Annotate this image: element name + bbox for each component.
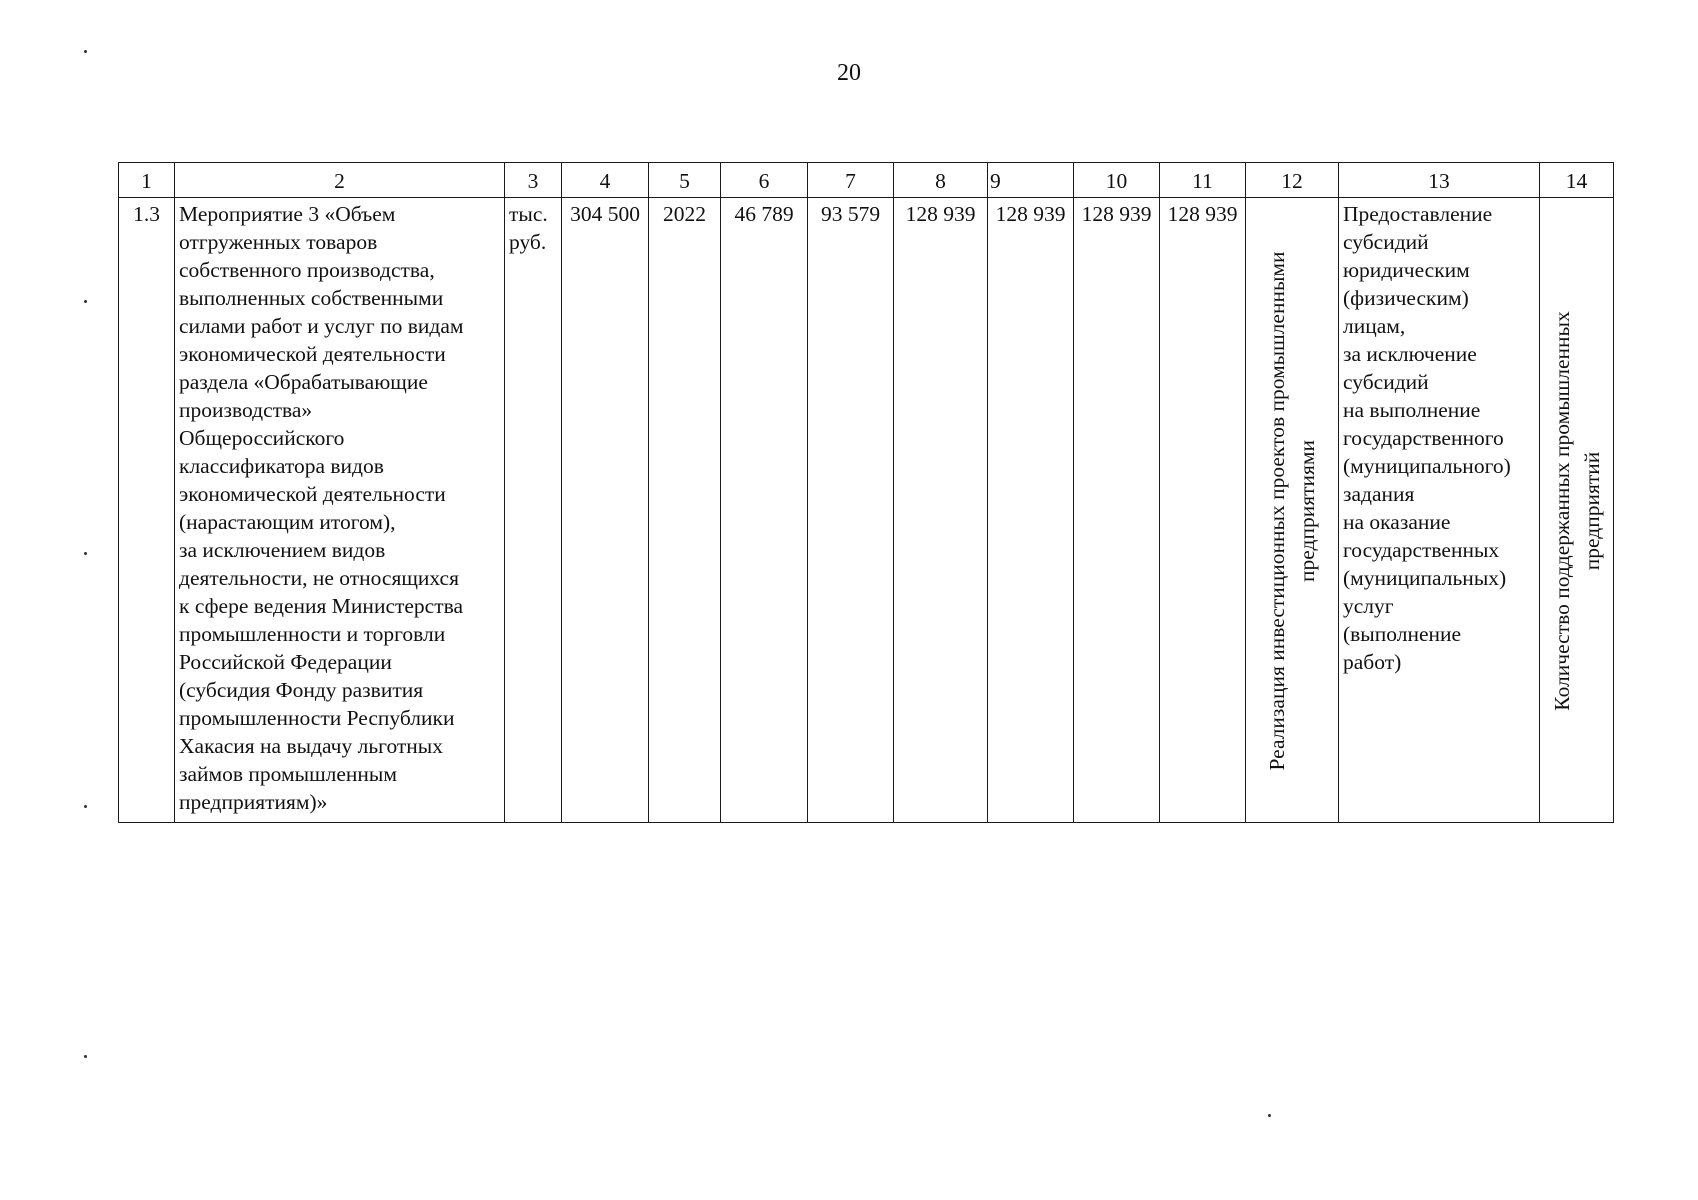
description-line: к сфере ведения Министерства bbox=[179, 594, 464, 618]
col-header-3: 3 bbox=[505, 163, 562, 198]
support-form-line: Предоставление bbox=[1343, 202, 1493, 226]
description-line: отгруженных товаров bbox=[179, 230, 378, 254]
indicator-cell bbox=[1540, 198, 1614, 823]
col-header-11: 11 bbox=[1160, 163, 1246, 198]
support-form-line: государственного bbox=[1343, 426, 1504, 450]
table-row bbox=[119, 198, 1614, 823]
value-col-10: 128 939 bbox=[1074, 198, 1160, 823]
description-line: Российской Федерации bbox=[179, 650, 392, 674]
support-form-line: субсидий bbox=[1343, 230, 1429, 254]
description-line: Общероссийского bbox=[179, 426, 345, 450]
description-line: производства» bbox=[179, 398, 313, 422]
scan-speck bbox=[84, 50, 87, 53]
indicator-line: предприятий bbox=[1579, 451, 1604, 571]
scan-speck bbox=[84, 552, 87, 555]
value-col-7: 93 579 bbox=[808, 198, 894, 823]
description-line: Мероприятие 3 «Объем bbox=[179, 202, 396, 226]
support-form-line: за исключение bbox=[1343, 342, 1477, 366]
value-col-11: 128 939 bbox=[1160, 198, 1246, 823]
col-header-4: 4 bbox=[562, 163, 649, 198]
support-form-cell bbox=[1339, 198, 1540, 823]
col-header-14: 14 bbox=[1540, 163, 1614, 198]
page-number: 20 bbox=[837, 60, 861, 86]
support-form-line: государственных bbox=[1343, 538, 1500, 562]
measures-table bbox=[118, 162, 1614, 823]
scan-speck bbox=[1268, 1114, 1271, 1117]
row-index: 1.3 bbox=[119, 198, 175, 823]
result-line: Реализация инвестиционных проектов промышленными bbox=[1265, 251, 1289, 771]
support-form-line: субсидий bbox=[1343, 370, 1429, 394]
support-form-line: (муниципального) bbox=[1343, 454, 1511, 478]
description-line: (субсидия Фонду развития bbox=[179, 678, 424, 702]
col-header-6: 6 bbox=[721, 163, 808, 198]
support-form-line: задания bbox=[1343, 482, 1415, 506]
measure-description bbox=[175, 198, 505, 823]
description-line: (нарастающим итогом), bbox=[179, 510, 396, 534]
description-line: Хакасия на выдачу льготных bbox=[179, 734, 444, 758]
col-header-10: 10 bbox=[1074, 163, 1160, 198]
support-form-line: работ) bbox=[1343, 650, 1402, 674]
description-line: экономической деятельности bbox=[179, 482, 446, 506]
support-form-line: (физическим) bbox=[1343, 286, 1469, 310]
col-header-13: 13 bbox=[1339, 163, 1540, 198]
description-line: деятельности, не относящихся bbox=[179, 566, 459, 590]
value-col-5: 2022 bbox=[649, 198, 721, 823]
result-line: предприятиями bbox=[1295, 439, 1319, 583]
description-line: классификатора видов bbox=[179, 454, 384, 478]
value-col-9: 128 939 bbox=[988, 198, 1074, 823]
column-number-row bbox=[119, 163, 1614, 198]
support-form-line: на выполнение bbox=[1343, 398, 1481, 422]
unit-cell bbox=[505, 198, 562, 823]
scan-speck bbox=[84, 1055, 87, 1058]
col-header-9: 9 bbox=[988, 163, 1074, 198]
col-header-2: 2 bbox=[175, 163, 505, 198]
scan-speck bbox=[84, 805, 87, 808]
indicator-line: Количество поддержанных промышленных bbox=[1549, 311, 1574, 711]
description-line: предприятиям)» bbox=[179, 790, 328, 814]
col-header-12: 12 bbox=[1246, 163, 1339, 198]
unit-line: тыс. bbox=[509, 202, 548, 226]
col-header-1: 1 bbox=[119, 163, 175, 198]
col-header-7: 7 bbox=[808, 163, 894, 198]
support-form-line: услуг bbox=[1343, 594, 1394, 618]
col-header-5: 5 bbox=[649, 163, 721, 198]
description-line: выполненных собственными bbox=[179, 286, 444, 310]
result-cell bbox=[1246, 198, 1339, 823]
value-col-4: 304 500 bbox=[562, 198, 649, 823]
col-header-8: 8 bbox=[894, 163, 988, 198]
support-form-line: (выполнение bbox=[1343, 622, 1462, 646]
description-line: займов промышленным bbox=[179, 762, 397, 786]
scan-speck bbox=[84, 300, 87, 303]
value-col-8: 128 939 bbox=[894, 198, 988, 823]
description-line: за исключением видов bbox=[179, 538, 386, 562]
description-line: раздела «Обрабатывающие bbox=[179, 370, 428, 394]
support-form-line: на оказание bbox=[1343, 510, 1451, 534]
description-line: промышленности и торговли bbox=[179, 622, 446, 646]
result-text bbox=[1262, 251, 1322, 770]
unit-line: руб. bbox=[509, 230, 547, 254]
description-line: собственного производства, bbox=[179, 258, 435, 282]
description-line: промышленности Республики bbox=[179, 706, 455, 730]
support-form-line: (муниципальных) bbox=[1343, 566, 1507, 590]
indicator-text bbox=[1547, 311, 1607, 710]
description-line: силами работ и услуг по видам bbox=[179, 314, 464, 338]
support-form-line: лицам, bbox=[1343, 314, 1406, 338]
value-col-6: 46 789 bbox=[721, 198, 808, 823]
description-line: экономической деятельности bbox=[179, 342, 446, 366]
support-form-line: юридическим bbox=[1343, 258, 1470, 282]
